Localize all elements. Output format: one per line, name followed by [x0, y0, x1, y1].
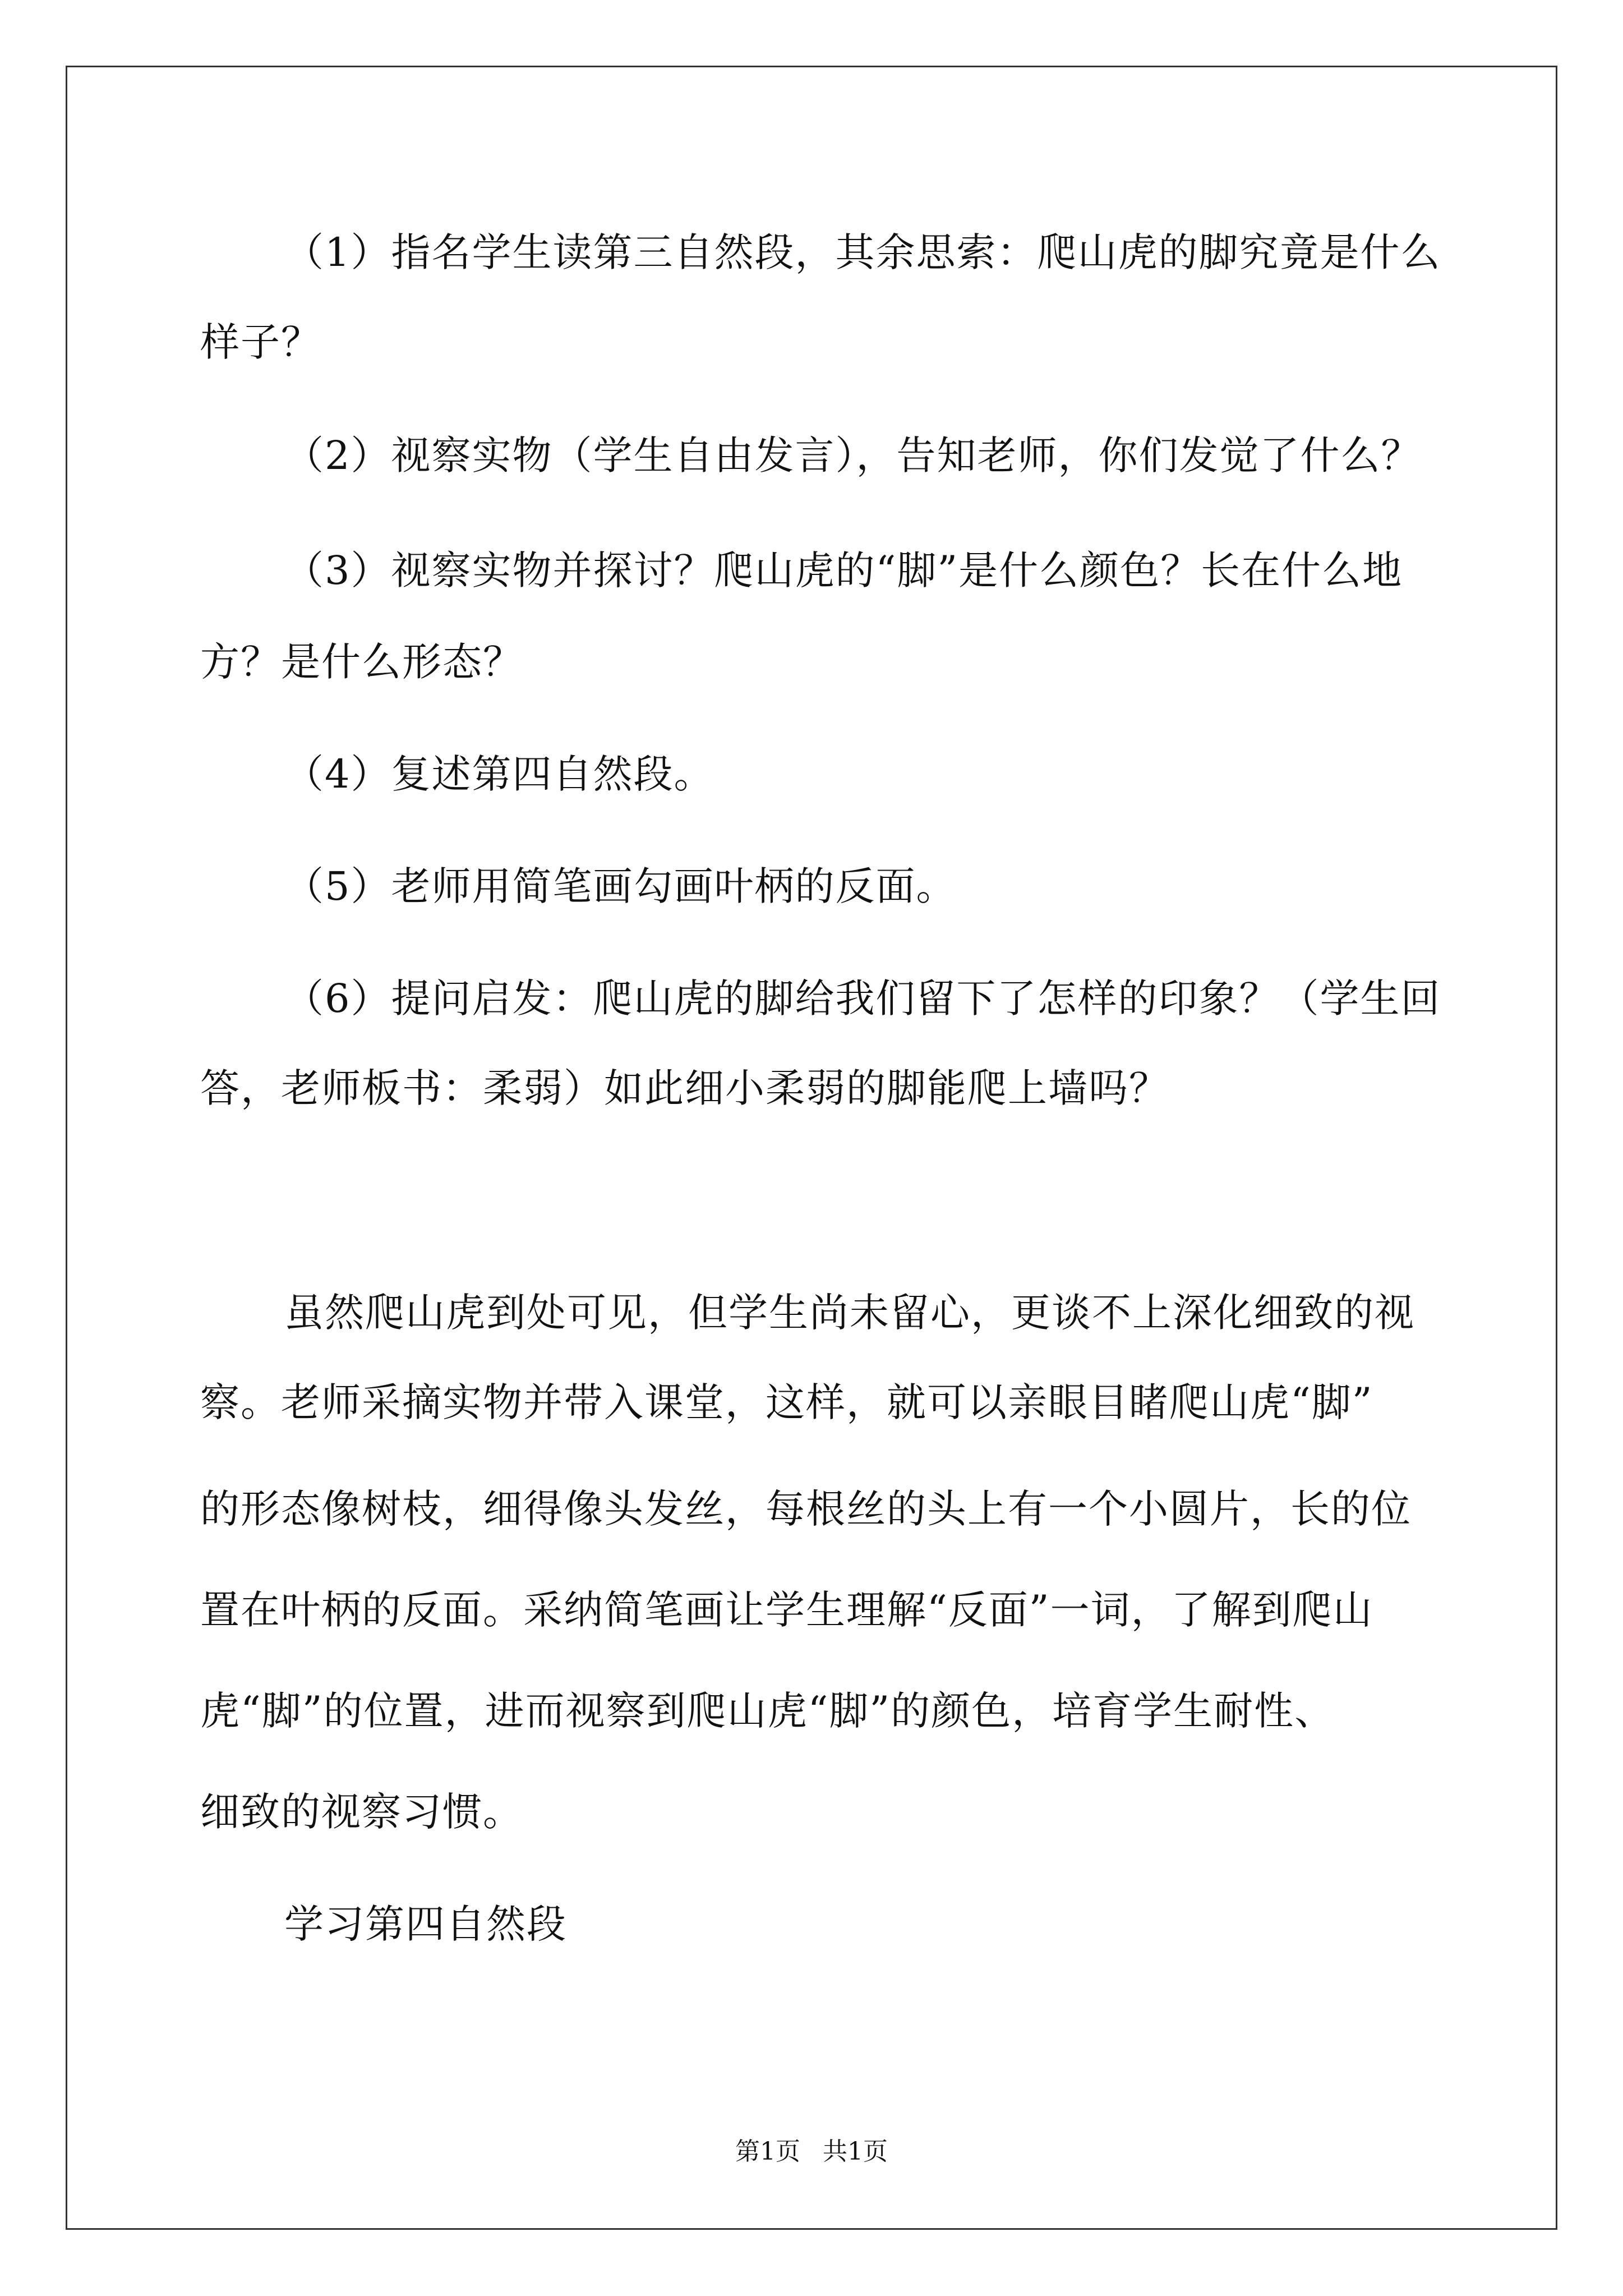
paragraph-line: （6）提问启发：爬山虎的脚给我们留下了怎样的印象？（学生回 [284, 976, 1441, 1022]
paragraph-line: （2）视察实物（学生自由发言），告知老师，你们发觉了什么？ [284, 432, 1422, 478]
section-heading: 学习第四自然段 [284, 1901, 567, 1947]
paragraph-line: 察。老师采摘实物并带入课堂，这样，就可以亲眼目睹爬山虎“脚” [200, 1379, 1373, 1425]
paragraph-line: （1）指名学生读第三自然段，其余思索：爬山虎的脚究竟是什么 [284, 229, 1441, 275]
paragraph-line: 虎“脚”的位置，进而视察到爬山虎“脚”的颜色，培育学生耐性、 [200, 1688, 1335, 1734]
paragraph-line: （5）老师用简笔画勾画叶柄的反面。 [284, 863, 957, 909]
paragraph-line: 方？是什么形态？ [200, 639, 523, 685]
paragraph-line: 的形态像树枝，细得像头发丝，每根丝的头上有一个小圆片，长的位 [200, 1486, 1412, 1532]
page-count: 共1页 [823, 2137, 888, 2166]
paragraph-line: 细致的视察习惯。 [200, 1789, 523, 1835]
paragraph-line: 答，老师板书：柔弱）如此细小柔弱的脚能爬上墙吗？ [200, 1065, 1169, 1111]
page-number: 第1页 [735, 2137, 800, 2166]
paragraph-line: （3）视察实物并探讨？爬山虎的“脚”是什么颜色？长在什么地 [284, 547, 1403, 593]
paragraph-line: （4）复述第四自然段。 [284, 751, 714, 797]
paragraph-line: 置在叶柄的反面。采纳简笔画让学生理解“反面”一词，了解到爬山 [200, 1587, 1373, 1633]
paragraph-line: 虽然爬山虎到处可见，但学生尚未留心，更谈不上深化细致的视 [284, 1290, 1415, 1336]
page-footer [0, 2135, 1623, 2169]
paragraph-line: 样子？ [200, 319, 321, 365]
